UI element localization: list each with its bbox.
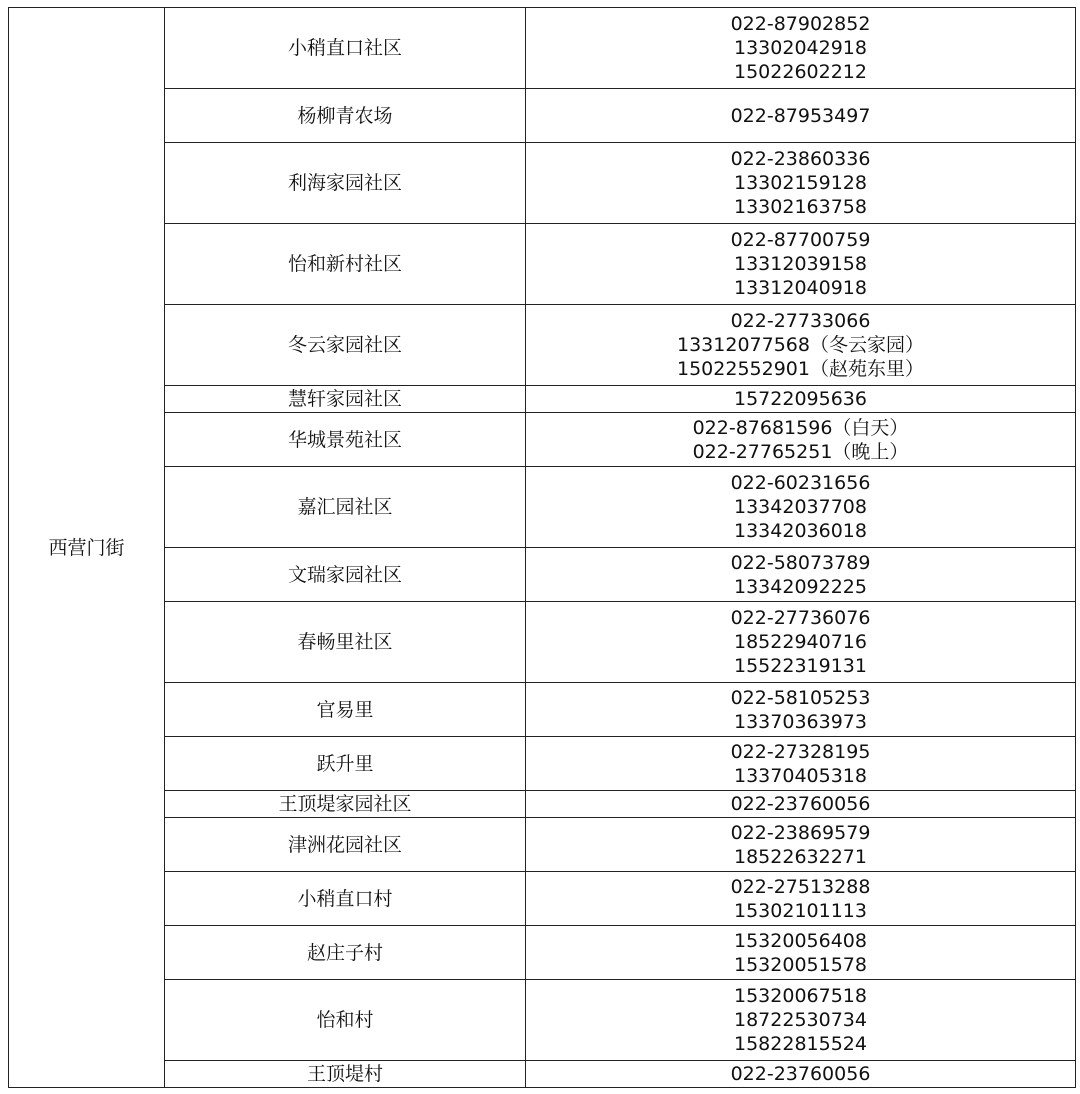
table-row xyxy=(9,386,1076,413)
phone-number: 022-27733066 xyxy=(730,310,871,332)
contact-table xyxy=(8,7,1076,1088)
community-name: 津洲花园社区 xyxy=(165,818,526,872)
phone-number: 022-60231656 xyxy=(730,472,871,494)
phone-cell xyxy=(526,386,1076,413)
table-row xyxy=(9,872,1076,926)
community-name: 怡和村 xyxy=(165,980,526,1061)
phone-number: 13342036018 xyxy=(734,520,867,542)
table-row xyxy=(9,8,1076,89)
table-row xyxy=(9,791,1076,818)
community-name: 文瑞家园社区 xyxy=(165,548,526,602)
phone-number: 022-87902852 xyxy=(730,13,871,35)
phone-number: 13370405318 xyxy=(734,764,867,787)
community-name: 利海家园社区 xyxy=(165,143,526,224)
phone-number: 15022602212 xyxy=(734,61,867,83)
table-row xyxy=(9,467,1076,548)
phone-cell xyxy=(526,143,1076,224)
phone-cell xyxy=(526,818,1076,872)
phone-cell xyxy=(526,89,1076,143)
phone-number: 13312077568（冬云家园） xyxy=(677,334,924,356)
community-name: 跃升里 xyxy=(165,737,526,791)
phone-number: 022-58105253 xyxy=(730,686,871,709)
phone-cell xyxy=(526,548,1076,602)
phone-cell xyxy=(526,1061,1076,1088)
table-row xyxy=(9,602,1076,683)
table-row xyxy=(9,89,1076,143)
table-row xyxy=(9,305,1076,386)
phone-number: 13302042918 xyxy=(734,37,867,59)
phone-cell xyxy=(526,926,1076,980)
community-name: 小稍直口村 xyxy=(165,872,526,926)
phone-number: 022-27513288 xyxy=(730,875,871,898)
phone-number: 15522319131 xyxy=(734,655,867,677)
phone-number: 15320067518 xyxy=(734,985,867,1007)
table-row xyxy=(9,413,1076,467)
phone-number: 13312040918 xyxy=(734,277,867,299)
phone-number: 15320051578 xyxy=(734,953,867,976)
community-name: 赵庄子村 xyxy=(165,926,526,980)
phone-cell xyxy=(526,683,1076,737)
phone-cell xyxy=(526,8,1076,89)
phone-number: 15320056408 xyxy=(734,929,867,952)
phone-number: 18522940716 xyxy=(734,631,867,653)
community-name: 怡和新村社区 xyxy=(165,224,526,305)
phone-cell xyxy=(526,467,1076,548)
table-row xyxy=(9,818,1076,872)
community-name: 嘉汇园社区 xyxy=(165,467,526,548)
phone-number: 18522632271 xyxy=(734,845,867,868)
phone-cell xyxy=(526,305,1076,386)
phone-number: 15022552901（赵苑东里） xyxy=(677,358,924,380)
table-row xyxy=(9,1061,1076,1088)
phone-cell xyxy=(526,980,1076,1061)
phone-cell xyxy=(526,224,1076,305)
phone-number: 18722530734 xyxy=(734,1009,867,1031)
phone-number: 13370363973 xyxy=(734,710,867,733)
table-row xyxy=(9,683,1076,737)
phone-number: 022-23869579 xyxy=(730,821,871,844)
phone-number: 022-27736076 xyxy=(730,607,871,629)
phone-number: 13312039158 xyxy=(734,253,867,275)
phone-cell xyxy=(526,872,1076,926)
community-name: 华城景苑社区 xyxy=(165,413,526,467)
phone-number: 022-58073789 xyxy=(730,551,871,574)
community-name: 杨柳青农场 xyxy=(165,89,526,143)
table-row xyxy=(9,980,1076,1061)
phone-number: 022-87953497 xyxy=(730,104,871,127)
phone-number: 022-87700759 xyxy=(730,229,871,251)
phone-number: 022-23760056 xyxy=(730,793,871,815)
phone-number: 15302101113 xyxy=(734,899,867,922)
phone-cell xyxy=(526,413,1076,467)
phone-number: 13302159128 xyxy=(734,172,867,194)
community-name: 小稍直口社区 xyxy=(165,8,526,89)
table-row xyxy=(9,143,1076,224)
community-name: 冬云家园社区 xyxy=(165,305,526,386)
phone-number: 13342037708 xyxy=(734,496,867,518)
phone-cell xyxy=(526,791,1076,818)
phone-number: 022-23760056 xyxy=(730,1063,871,1085)
phone-number: 15722095636 xyxy=(734,388,867,410)
district-cell: 西营门街 xyxy=(9,8,165,1088)
table-row xyxy=(9,737,1076,791)
table-body xyxy=(9,8,1076,1088)
community-name: 官易里 xyxy=(165,683,526,737)
phone-number: 15822815524 xyxy=(734,1033,867,1055)
phone-number: 022-87681596（白天） xyxy=(692,416,909,439)
community-name: 王顶堤家园社区 xyxy=(165,791,526,818)
phone-cell xyxy=(526,737,1076,791)
phone-number: 13302163758 xyxy=(734,196,867,218)
phone-number: 022-23860336 xyxy=(730,148,871,170)
phone-number: 022-27765251（晚上） xyxy=(692,440,909,463)
phone-number: 13342092225 xyxy=(734,575,867,598)
phone-number: 022-27328195 xyxy=(730,740,871,763)
community-name: 慧轩家园社区 xyxy=(165,386,526,413)
table-row xyxy=(9,548,1076,602)
phone-cell xyxy=(526,602,1076,683)
table-row xyxy=(9,224,1076,305)
table-row xyxy=(9,926,1076,980)
community-name: 春畅里社区 xyxy=(165,602,526,683)
community-name: 王顶堤村 xyxy=(165,1061,526,1088)
